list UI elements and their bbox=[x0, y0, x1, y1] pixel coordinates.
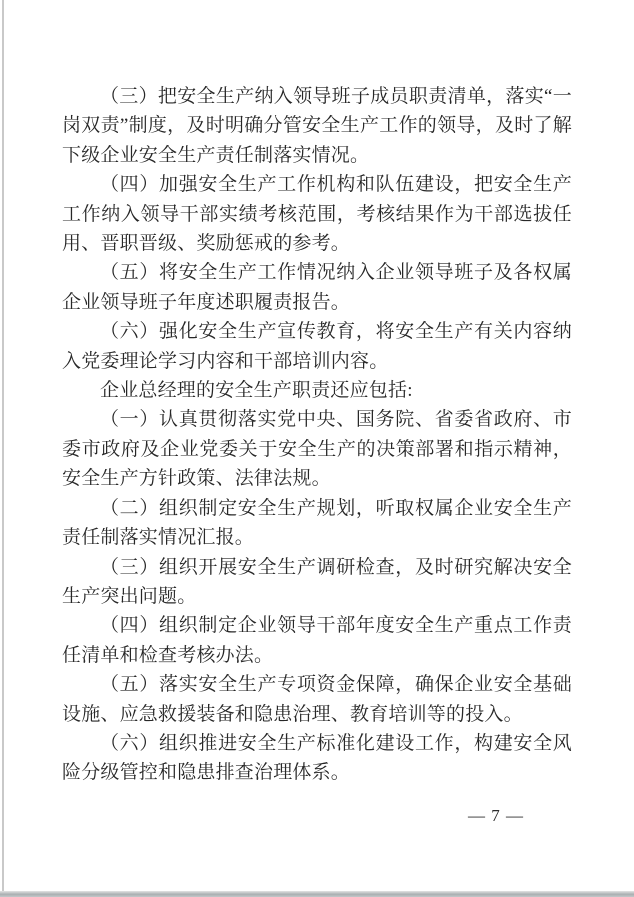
paragraph: （四）组织制定企业领导干部年度安全生产重点工作责任清单和检查考核办法。 bbox=[62, 615, 572, 666]
paragraph: （一）认真贯彻落实党中央、国务院、省委省政府、市委市政府及企业党委关于安全生产的决策部署和指示精神，安全生产方针政策、法律法规。 bbox=[62, 409, 572, 490]
page-number: — 7 — bbox=[468, 806, 524, 825]
paragraph: 企业总经理的安全生产职责还应包括: bbox=[100, 380, 413, 402]
paragraph: （三）组织开展安全生产调研检查，及时研究解决安全生产突出问题。 bbox=[62, 556, 572, 607]
paragraph: （五）将安全生产工作情况纳入企业领导班子及各权属企业领导班子年度述职履责报告。 bbox=[62, 262, 572, 313]
paragraph: （六）强化安全生产宣传教育，将安全生产有关内容纳入党委理论学习内容和干部培训内容。 bbox=[62, 321, 572, 372]
scan-edge-left-line bbox=[2, 0, 4, 897]
paragraph: （五）落实安全生产专项资金保障，确保企业安全基础设施、应急救援装备和隐患治理、教育培训等的投入。 bbox=[62, 674, 572, 725]
page-body bbox=[62, 82, 572, 788]
paragraph: （四）加强安全生产工作机构和队伍建设，把安全生产工作纳入领导干部实绩考核范围，考核结果作为干部选拔任用、晋职晋级、奖励惩戒的参考。 bbox=[62, 174, 572, 255]
paragraph: （二）组织制定安全生产规划，听取权属企业安全生产责任制落实情况汇报。 bbox=[62, 497, 572, 549]
scan-edge-bottom-band bbox=[0, 891, 634, 897]
paragraph: （六）组织推进安全生产标准化建设工作，构建安全风险分级管控和隐患排查治理体系。 bbox=[62, 732, 572, 784]
paragraph: （三）把安全生产纳入领导班子成员职责清单，落实“一岗双责”制度，及时明确分管安全生产工作的领导，及时了解下级企业安全生产责任制落实情况。 bbox=[62, 86, 572, 166]
